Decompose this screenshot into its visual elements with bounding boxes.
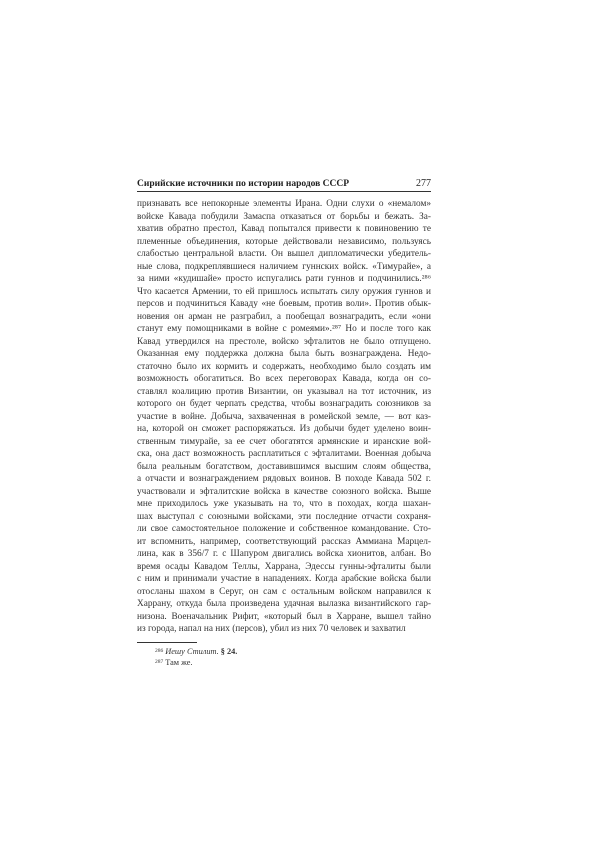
footnote-reference: § 24. <box>220 646 238 656</box>
footnotes <box>137 646 431 668</box>
body-text-line: из города, напал на них (персов), убил из них 70 человек и захватил <box>137 624 406 634</box>
body-text-line: ставлял коалицию против Византии, он указывал на тот источник, из <box>137 386 431 397</box>
body-text-line: участие в войне. Добыча, захваченная в ромейской земле, — вот каз- <box>137 411 431 422</box>
body-text-line: низона. Военачальник Рифит, «который был в Харране, вышел тайно <box>137 611 431 622</box>
body-text-line: признавать все непокорные элементы Ирана. Одни слухи о «немалом» <box>137 199 431 209</box>
body-text-line: участвовали и эфталитские войска в качестве союзного войска. Выше <box>137 486 431 497</box>
body-text-line: лина, как в 356/7 г. с Шапуром двигались войска хионитов, албан. Во <box>137 549 431 559</box>
footnote-number: 287 <box>155 658 164 665</box>
body-text-line: новения он арман не разграбил, а пообещал вознаградить, если «они <box>137 311 431 322</box>
body-text-line: на, которой он сможет распоряжаться. Из добычи будет уделено воин- <box>137 424 431 434</box>
body-text-line: станут ему помощниками в войне с ромеями».²⁸⁷ Но и после того как <box>137 324 431 334</box>
page-number: 277 <box>416 178 431 189</box>
body-text-line: ска, она даст возможность расплатиться с эфталитами. Военная добыча <box>137 449 431 459</box>
footnote-author: Иешу Стилит. <box>165 646 219 656</box>
footnote-divider <box>137 642 197 643</box>
body-text-line: персов и подчиниться Каваду «не боевым, против воли». Против обык- <box>137 299 431 309</box>
footnote-reference: Там же. <box>165 657 193 667</box>
body-text-line: Что касается Армении, то ей пришлось испытать силу оружия гуннов и <box>137 286 431 297</box>
footnote <box>137 646 431 657</box>
body-text-line: войске Кавада побудили Замаспа отказаться от борьбы и бежать. За- <box>137 211 431 222</box>
body-text-line: отосланы шахом в Серуг, он сам с остальным войском направился к <box>137 586 431 597</box>
body-text-line: Харрану, откуда была произведена удачная вылазка византийского гар- <box>137 599 431 609</box>
body-text <box>137 198 431 636</box>
body-text-line: была реальным богатством, доставившимся высшим слоям общества, <box>137 461 431 472</box>
running-head-title: Сирийские источники по истории народов СССР <box>137 179 350 189</box>
body-text-line: хватив обратно престол, Кавад попытался привести к повиновению те <box>137 224 431 234</box>
body-text-line: ственным тимурайе, за ее счет обогатятся армянские и иранские вой- <box>137 436 431 447</box>
body-text-line: время осады Кавадом Теллы, Харрана, Эдессы гунны-эфталиты были <box>137 561 431 572</box>
body-text-line: статочно было их кормить и содержать, необходимо было создать им <box>137 361 431 372</box>
body-text-line: ит вспомнить, например, соответствующий рассказ Аммиана Марцел- <box>137 536 431 547</box>
body-text-line: которого он будет черпать средства, чтобы вознаградить союзников за <box>137 399 431 409</box>
body-text-line: шах выступал с союзными войсками, эти последние отчасти сохраня- <box>137 511 431 522</box>
book-page <box>137 178 431 668</box>
body-text-line: Кавад утвердился на престоле, войско эфталитов не было отпущено. <box>137 336 431 347</box>
body-text-line: за ними «кудишайе» просто испугались рати гуннов и подчинились.²⁸⁶ <box>137 274 431 284</box>
body-text-line: ные слова, подкреплявшиеся наличием гуннских войск. «Тимурайе», а <box>137 261 431 272</box>
body-text-line: с ним и принимали участие в нападениях. Когда арабские войска были <box>137 574 431 584</box>
body-text-line: Оказанная ему поддержка должна была быть вознаграждена. Недо- <box>137 349 431 359</box>
body-text-line: мне приходилось уже указывать на то, что в походах, когда шахан- <box>137 499 431 509</box>
body-text-line: слабостью центральной власти. Он вышел дипломатически убедитель- <box>137 249 431 259</box>
body-text-line: возможность обогатиться. Во всех переговорах Кавада, когда он со- <box>137 374 431 384</box>
body-text-line: племенные объединения, которые действовали независимо, пользуясь <box>137 236 431 247</box>
running-head <box>137 178 431 192</box>
footnote <box>137 657 431 668</box>
body-text-line: ли свое самостоятельное положение и собственное командование. Сто- <box>137 524 431 534</box>
body-text-line: а отчасти и вознаграждением рядовых воинов. В походе Кавада 502 г. <box>137 474 431 484</box>
footnote-number: 286 <box>155 647 164 654</box>
